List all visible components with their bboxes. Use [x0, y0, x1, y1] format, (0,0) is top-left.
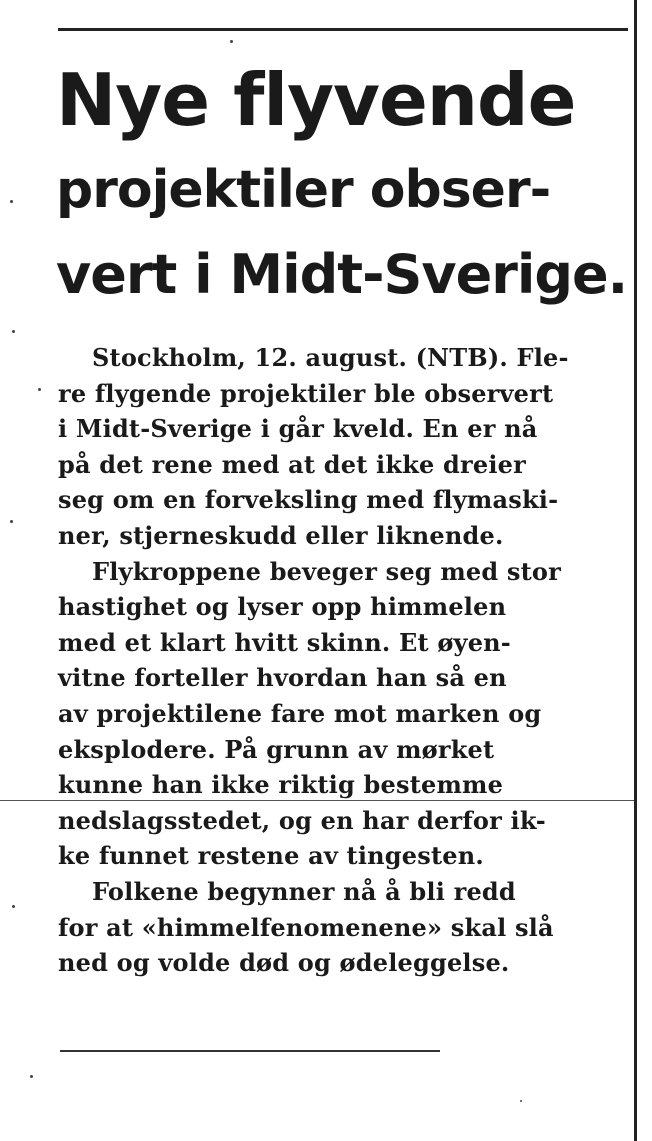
body-line: vitne forteller hvordan han så en: [58, 663, 507, 693]
body-line: ned og volde død og ødeleggelse.: [58, 948, 510, 978]
fold-line: [0, 800, 634, 801]
body-line: på det rene med at det ikke dreier: [58, 449, 526, 479]
print-speck: [520, 1100, 522, 1102]
print-speck: [10, 520, 13, 523]
column-rule: [634, 0, 637, 1141]
body-line: re flygende projektiler ble observert: [58, 378, 554, 408]
headline-line-1: Nye flyvende: [56, 58, 576, 142]
print-speck: [38, 388, 41, 391]
print-speck: [12, 330, 15, 333]
body-line: kunne han ikke riktig bestemme: [58, 770, 504, 800]
body-line: nedslagsstedet, og en har derfor ik-: [58, 805, 546, 835]
print-speck: [12, 905, 15, 908]
body-line: i Midt-Sverige i går kveld. En er nå: [58, 414, 538, 444]
body-line: med et klart hvitt skinn. Et øyen-: [58, 627, 511, 657]
print-speck: [230, 40, 233, 43]
end-rule: [60, 1050, 440, 1052]
body-line: Folkene begynner nå å bli redd: [92, 876, 516, 906]
headline-line-2: projektiler obser-: [56, 160, 551, 220]
print-speck: [30, 1075, 33, 1078]
article-body: [58, 340, 633, 981]
headline: [56, 52, 631, 318]
body-line: ner, stjerneskudd eller liknende.: [58, 520, 504, 550]
top-rule: [58, 28, 628, 31]
body-line: ke funnet restene av tingesten.: [58, 841, 484, 871]
body-line: seg om en forveksling med flymaski-: [58, 485, 559, 515]
body-line: eksplodere. På grunn av mørket: [58, 734, 495, 764]
print-speck: [10, 200, 13, 203]
body-line: av projektilene fare mot marken og: [58, 698, 542, 728]
body-line: hastighet og lyser opp himmelen: [58, 592, 507, 622]
headline-line-3: vert i Midt-Sverige.: [56, 243, 628, 306]
body-line: for at «himmelfenomenene» skal slå: [58, 912, 554, 942]
body-line: Flykroppene beveger seg med stor: [92, 556, 561, 586]
body-line: Stockholm, 12. august. (NTB). Fle-: [92, 343, 569, 372]
